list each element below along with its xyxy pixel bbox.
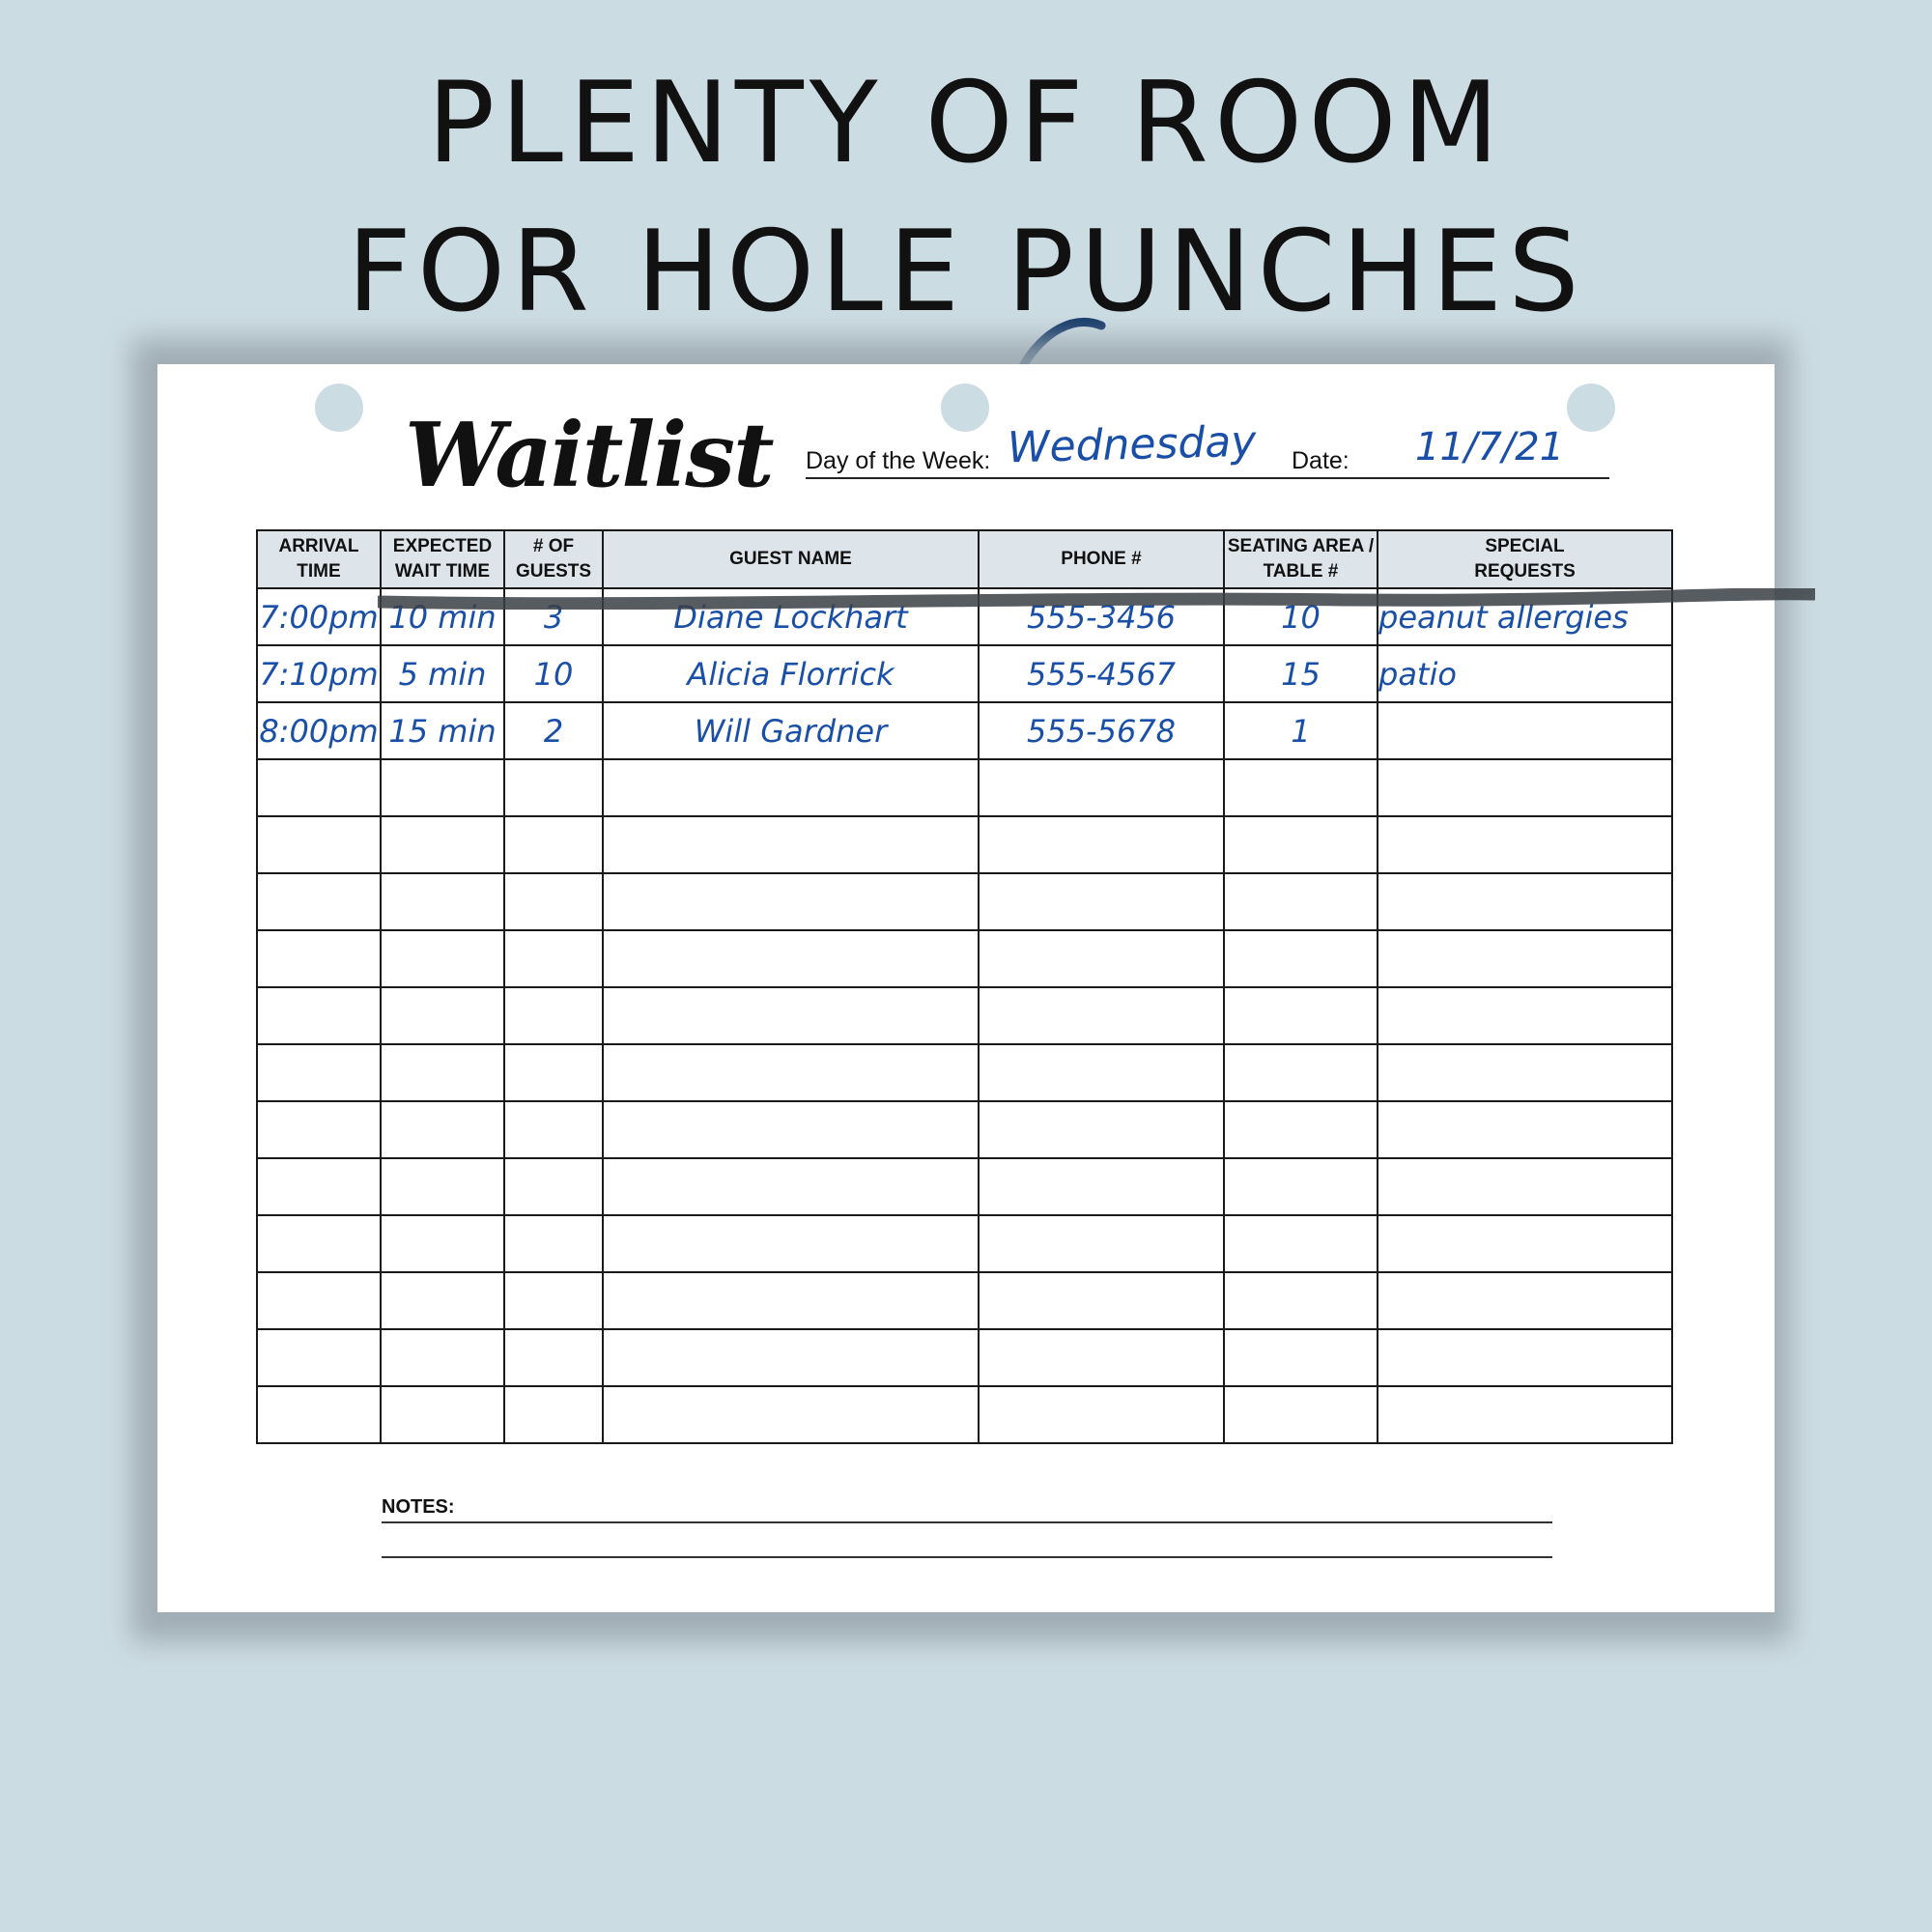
arrival-time: 7:00pm [259,598,379,636]
table-cell[interactable] [979,816,1224,873]
table-row [257,1044,1672,1101]
table-cell[interactable] [381,759,504,816]
table-cell[interactable] [1224,873,1378,930]
date-value: 11/7/21 [1415,425,1565,469]
guest-count: 3 [543,598,564,636]
table-cell[interactable] [504,759,603,816]
table-cell[interactable] [381,1272,504,1329]
table-row [257,588,1672,645]
table-cell[interactable] [979,1044,1224,1101]
column-header: EXPECTED WAIT TIME [381,530,504,588]
table-cell[interactable] [381,1158,504,1215]
table-cell[interactable] [979,1215,1224,1272]
table-cell[interactable] [504,930,603,987]
table-cell[interactable] [381,873,504,930]
table-number: 15 [1281,655,1321,693]
table-cell[interactable] [1378,1158,1672,1215]
table-cell[interactable] [979,1101,1224,1158]
table-cell[interactable] [1224,1272,1378,1329]
table-number: 1 [1291,712,1311,750]
table-cell[interactable] [504,1215,603,1272]
table-row [257,930,1672,987]
table-cell[interactable] [1224,1386,1378,1443]
table-cell[interactable] [504,1044,603,1101]
column-header: SPECIAL REQUESTS [1378,530,1672,588]
phone-number: 555-3456 [1026,598,1177,636]
table-header-row [257,530,1672,588]
table-cell[interactable] [381,930,504,987]
table-cell[interactable] [1224,816,1378,873]
table-cell[interactable] [1224,1101,1378,1158]
table-cell[interactable] [257,987,381,1044]
day-label: Day of the Week: [806,447,991,474]
table-cell[interactable] [979,759,1224,816]
table-cell[interactable] [1378,930,1672,987]
punch-hole-icon [1567,384,1615,432]
table-row [257,1386,1672,1443]
table-cell[interactable] [979,1272,1224,1329]
table-cell[interactable] [504,1272,603,1329]
waitlist-sheet [157,364,1775,1612]
guest-count: 10 [533,655,574,693]
guest-name: Will Gardner [694,712,888,750]
table-cell[interactable] [603,987,979,1044]
guest-name: Alicia Florrick [687,655,895,693]
table-row [257,1329,1672,1386]
table-cell[interactable] [257,1386,381,1443]
table-cell[interactable] [979,1329,1224,1386]
table-cell[interactable] [504,816,603,873]
guest-name: Diane Lockhart [673,598,908,636]
wait-time: 15 min [388,712,497,750]
column-header: GUEST NAME [603,530,979,588]
table-row [257,987,1672,1044]
table-cell[interactable] [504,1386,603,1443]
table-cell[interactable] [603,1215,979,1272]
waitlist-table [256,529,1673,1444]
punch-hole-icon [315,384,363,432]
table-cell[interactable] [979,873,1224,930]
table-cell[interactable] [1378,1215,1672,1272]
special-request: patio [1378,655,1457,693]
table-cell[interactable] [1378,1101,1672,1158]
wait-time: 10 min [388,598,497,636]
table-cell[interactable] [603,1158,979,1215]
table-cell[interactable] [1378,759,1672,816]
table-cell[interactable] [257,816,381,873]
table-row [257,816,1672,873]
table-cell[interactable] [603,873,979,930]
table-cell[interactable] [603,1386,979,1443]
table-cell[interactable] [603,1329,979,1386]
table-cell[interactable] [1378,1044,1672,1101]
table-cell[interactable] [603,1272,979,1329]
table-cell[interactable] [603,930,979,987]
table-cell[interactable] [504,1101,603,1158]
column-header: PHONE # [979,530,1224,588]
guest-count: 2 [543,712,564,750]
table-cell[interactable] [1224,930,1378,987]
table-cell[interactable] [504,873,603,930]
table-cell[interactable] [979,1158,1224,1215]
table-cell[interactable] [504,1158,603,1215]
table-row [257,1272,1672,1329]
table-cell[interactable] [257,1101,381,1158]
column-header: # OF GUESTS [504,530,603,588]
table-row [257,1101,1672,1158]
table-cell[interactable] [979,930,1224,987]
special-request: peanut allergies [1378,598,1629,636]
table-cell[interactable] [1224,987,1378,1044]
table-cell[interactable] [381,1329,504,1386]
table-cell[interactable] [1378,1386,1672,1443]
table-cell[interactable] [381,816,504,873]
table-cell[interactable] [603,759,979,816]
table-cell[interactable] [504,987,603,1044]
table-row [257,759,1672,816]
punch-hole-icon [941,384,989,432]
table-cell[interactable] [1378,873,1672,930]
table-cell[interactable] [381,1101,504,1158]
table-cell[interactable] [257,1329,381,1386]
table-cell[interactable] [1378,816,1672,873]
header-underline [806,477,1609,479]
table-cell[interactable] [381,1386,504,1443]
table-cell[interactable] [1224,759,1378,816]
table-cell[interactable] [504,1329,603,1386]
table-cell[interactable] [1224,1215,1378,1272]
wait-time: 5 min [398,655,487,693]
table-row [257,1158,1672,1215]
table-cell[interactable] [979,1386,1224,1443]
table-cell[interactable] [257,1215,381,1272]
table-cell[interactable] [257,930,381,987]
table-row [257,873,1672,930]
table-cell[interactable] [1224,1044,1378,1101]
table-cell[interactable] [979,987,1224,1044]
notes-label: NOTES: [382,1496,455,1518]
banner-line-1: PLENTY OF ROOM [427,58,1505,188]
table-cell[interactable] [1378,1272,1672,1329]
banner-line-2: FOR HOLE PUNCHES [347,207,1585,337]
table-row [257,1215,1672,1272]
table-row [257,702,1672,759]
column-header: ARRIVAL TIME [257,530,381,588]
date-label: Date: [1292,447,1350,474]
table-cell[interactable] [381,1215,504,1272]
day-value: Wednesday [1007,416,1257,473]
table-cell[interactable] [257,1158,381,1215]
table-cell[interactable] [1224,1329,1378,1386]
table-cell[interactable] [257,873,381,930]
table-cell[interactable] [603,1101,979,1158]
table-cell[interactable] [1378,987,1672,1044]
table-cell[interactable] [381,987,504,1044]
table-cell[interactable] [257,759,381,816]
phone-number: 555-4567 [1026,655,1177,693]
arrival-time: 7:10pm [259,655,379,693]
table-cell[interactable] [1378,1329,1672,1386]
table-number: 10 [1281,598,1321,636]
notes-line [382,1556,1552,1558]
table-row [257,645,1672,702]
sheet-title: Waitlist [405,403,773,507]
table-cell[interactable] [257,1272,381,1329]
table-cell[interactable] [1224,1158,1378,1215]
table-cell[interactable] [603,1044,979,1101]
table-cell[interactable] [381,1044,504,1101]
column-header: SEATING AREA / TABLE # [1224,530,1378,588]
table-cell[interactable] [257,1044,381,1101]
arrival-time: 8:00pm [259,712,379,750]
phone-number: 555-5678 [1026,712,1177,750]
table-cell[interactable] [603,816,979,873]
notes-line [382,1521,1552,1523]
